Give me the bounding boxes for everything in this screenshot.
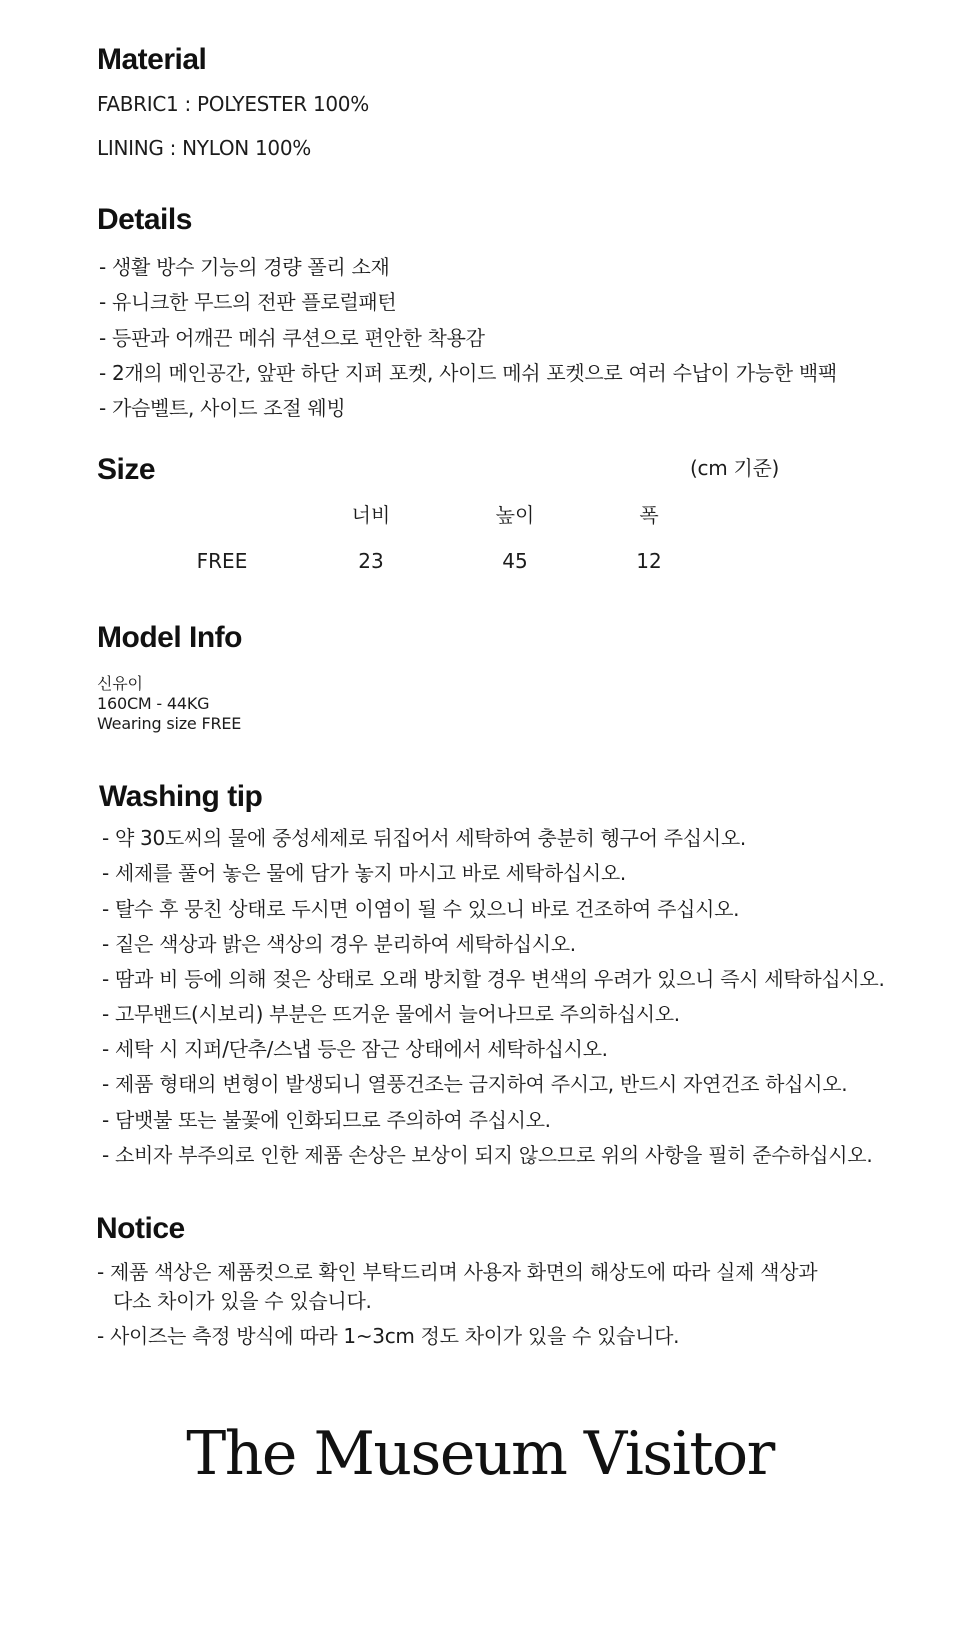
material-fabric-line: FABRIC1 : POLYESTER 100% [97, 92, 369, 116]
size-unit-note: (cm 기준) [690, 456, 779, 480]
size-row-label: FREE [196, 549, 248, 573]
size-header-width: 너비 [351, 503, 391, 527]
washing-tip-line: - 고무밴드(시보리) 부분은 뜨거운 물에서 늘어나므로 주의하십시오. [102, 1002, 680, 1026]
size-header-depth: 폭 [639, 503, 659, 527]
washing-tip-line: - 약 30도씨의 물에 중성세제로 뒤집어서 세탁하여 충분히 헹구어 주십시오. [102, 826, 746, 850]
model-wearing-size: Wearing size FREE [97, 714, 242, 733]
washing-tip-line: - 탈수 후 뭉친 상태로 두시면 이염이 될 수 있으니 바로 건조하여 주십시오. [102, 897, 740, 921]
material-lining-line: LINING : NYLON 100% [97, 136, 311, 160]
washing-tip-line: - 짙은 색상과 밝은 색상의 경우 분리하여 세탁하십시오. [102, 932, 576, 956]
notice-line-continuation: 다소 차이가 있을 수 있습니다. [113, 1289, 372, 1313]
details-line: - 가슴벨트, 사이드 조절 웨빙 [99, 396, 346, 420]
notice-heading: Notice [96, 1212, 185, 1245]
brand-logo: The Museum Visitor [186, 1419, 774, 1489]
washing-tip-line: - 땀과 비 등에 의해 젖은 상태로 오래 방치할 경우 변색의 우려가 있으니 즉시 세탁하십시오. [102, 967, 885, 991]
details-line: - 2개의 메인공간, 앞판 하단 지퍼 포켓, 사이드 메쉬 포켓으로 여러 수납이 가능한 백팩 [99, 361, 837, 385]
size-value-depth: 12 [636, 549, 662, 573]
details-line: - 생활 방수 기능의 경량 폴리 소재 [99, 255, 390, 279]
material-heading: Material [97, 43, 207, 76]
details-line: - 유니크한 무드의 전판 플로럴패턴 [99, 290, 397, 314]
size-value-height: 45 [502, 549, 528, 573]
washing-tip-line: - 제품 형태의 변형이 발생되니 열풍건조는 금지하여 주시고, 반드시 자연건조 하십시오. [102, 1072, 848, 1096]
washing-tip-line: - 소비자 부주의로 인한 제품 손상은 보상이 되지 않으므로 위의 사항을 필히 준수하십시오. [102, 1143, 873, 1167]
notice-line: - 제품 색상은 제품컷으로 확인 부탁드리며 사용자 화면의 해상도에 따라 실제 색상과 [97, 1260, 818, 1284]
washing-tip-line: - 담뱃불 또는 불꽃에 인화되므로 주의하여 주십시오. [102, 1108, 551, 1132]
size-heading: Size [97, 453, 156, 486]
washing-tip-heading: Washing tip [99, 780, 263, 813]
washing-tip-line: - 세탁 시 지퍼/단추/스냅 등은 잠근 상태에서 세탁하십시오. [102, 1037, 608, 1061]
size-value-width: 23 [358, 549, 384, 573]
notice-line: - 사이즈는 측정 방식에 따라 1~3cm 정도 차이가 있을 수 있습니다. [97, 1324, 680, 1348]
details-heading: Details [97, 203, 192, 236]
model-name: 신유이 [97, 674, 143, 693]
model-measurements: 160CM - 44KG [97, 694, 210, 713]
details-line: - 등판과 어깨끈 메쉬 쿠션으로 편안한 착용감 [99, 326, 485, 350]
washing-tip-line: - 세제를 풀어 놓은 물에 담가 놓지 마시고 바로 세탁하십시오. [102, 861, 626, 885]
size-header-height: 높이 [495, 503, 535, 527]
model-info-heading: Model Info [97, 621, 242, 654]
